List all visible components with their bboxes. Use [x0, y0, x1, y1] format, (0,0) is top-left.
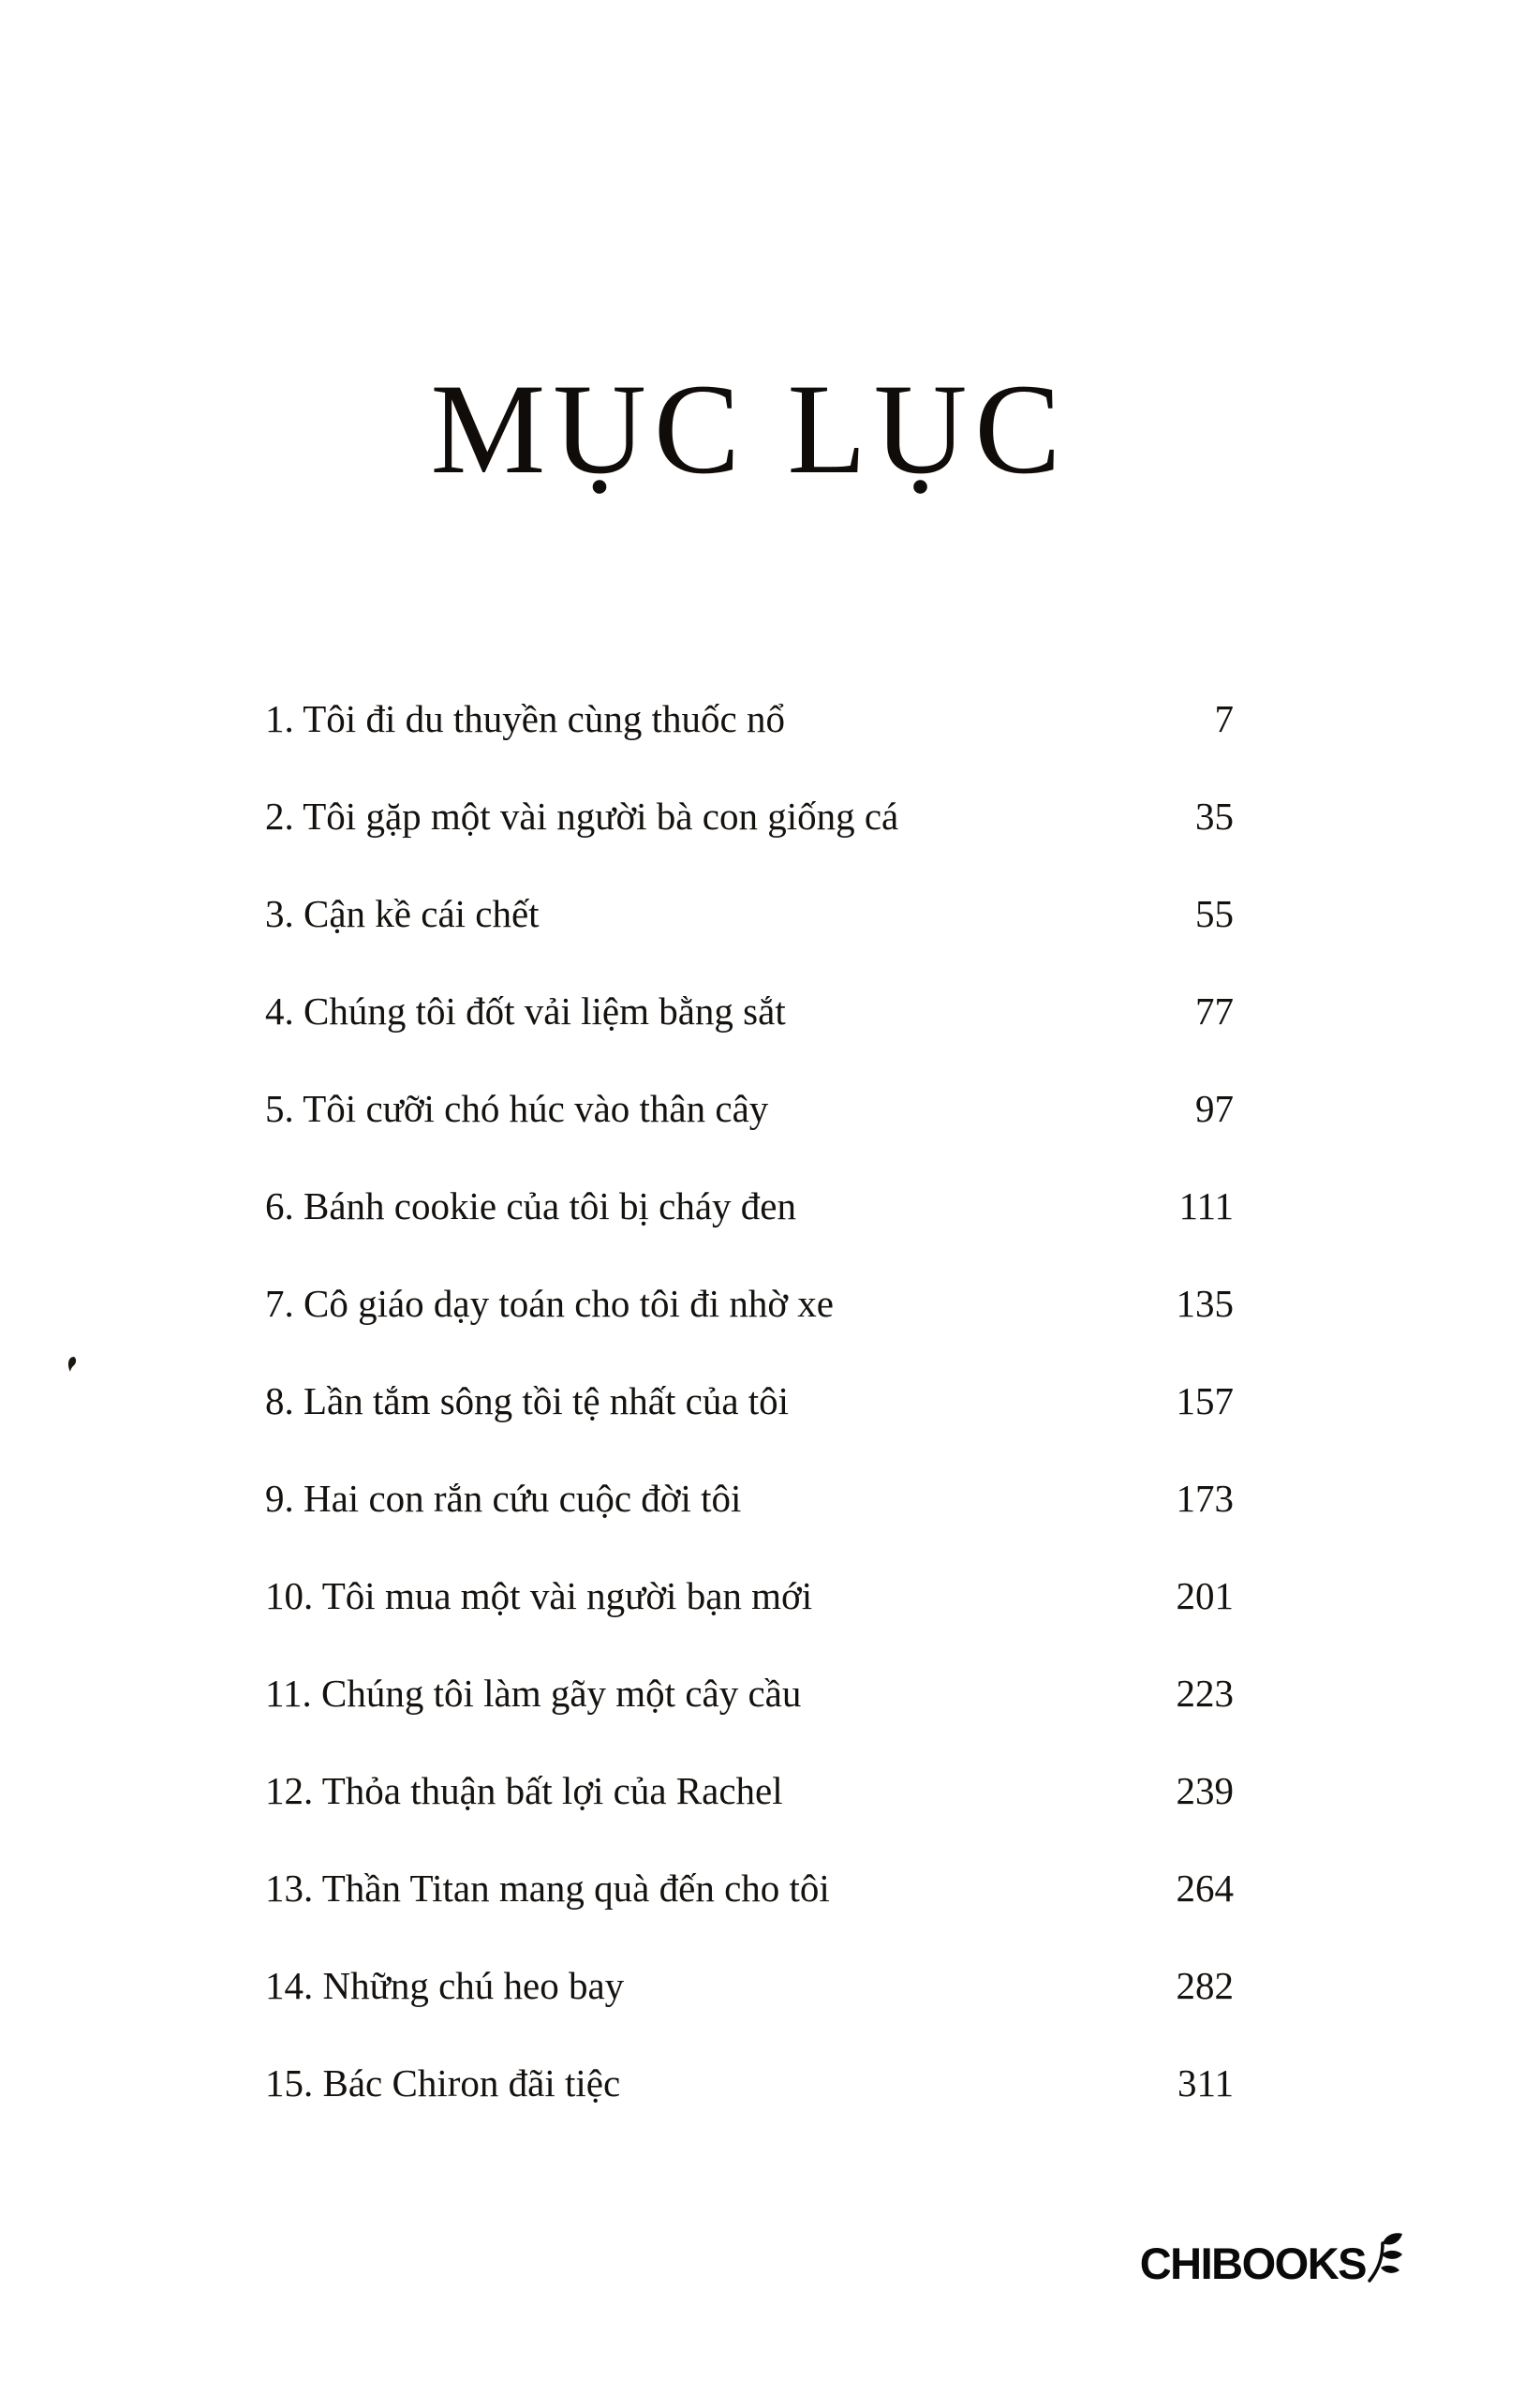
toc-entry — [265, 1645, 1234, 1743]
toc-entry-label: 3. Cận kề cái chết — [265, 892, 540, 936]
print-artifact-mark — [66, 1355, 81, 1374]
toc-entry-label: 4. Chúng tôi đốt vải liệm bằng sắt — [265, 989, 786, 1034]
toc-entry-label: 12. Thỏa thuận bất lợi của Rachel — [265, 1769, 783, 1813]
toc-entry — [265, 866, 1234, 963]
toc-entry-page: 173 — [1176, 1477, 1234, 1521]
toc-entry-page: 282 — [1176, 1964, 1234, 2008]
toc-entry-page: 7 — [1214, 697, 1234, 741]
publisher-name: CHIBOOKS — [1139, 2239, 1366, 2288]
toc-entry — [265, 1548, 1234, 1645]
toc-entry — [265, 768, 1234, 866]
toc-entry-page: 311 — [1177, 2061, 1234, 2105]
toc-entry-label: 9. Hai con rắn cứu cuộc đời tôi — [265, 1477, 742, 1521]
toc-entry-label: 5. Tôi cưỡi chó húc vào thân cây — [265, 1087, 769, 1131]
toc-entry-page: 264 — [1176, 1867, 1234, 1911]
toc-list — [265, 671, 1234, 2133]
leaf-flourish-icon — [1362, 2230, 1403, 2284]
toc-entry-label: 14. Những chú heo bay — [265, 1964, 625, 2008]
toc-entry-page: 157 — [1176, 1379, 1234, 1423]
toc-entry-page: 239 — [1176, 1769, 1234, 1813]
toc-entry-page: 55 — [1195, 892, 1234, 936]
toc-entry-page: 77 — [1195, 989, 1234, 1034]
toc-entry — [265, 1158, 1234, 1256]
toc-entry-page: 135 — [1176, 1282, 1234, 1326]
publisher-logo — [1139, 2239, 1403, 2288]
toc-entry-label: 13. Thần Titan mang quà đến cho tôi — [265, 1867, 830, 1911]
toc-entry — [265, 1353, 1234, 1450]
toc-entry-label: 7. Cô giáo dạy toán cho tôi đi nhờ xe — [265, 1282, 834, 1326]
toc-entry-page: 97 — [1195, 1087, 1234, 1131]
page-title: MỤC LỤC — [430, 357, 1069, 500]
toc-entry — [265, 1840, 1234, 1938]
toc-entry-label: 11. Chúng tôi làm gãy một cây cầu — [265, 1672, 802, 1716]
toc-entry — [265, 1450, 1234, 1548]
toc-entry-page: 201 — [1176, 1574, 1234, 1618]
toc-entry-label: 8. Lần tắm sông tồi tệ nhất của tôi — [265, 1379, 790, 1423]
content-column — [265, 0, 1234, 2395]
toc-entry-page: 35 — [1195, 795, 1234, 839]
toc-entry — [265, 1743, 1234, 1840]
toc-entry-page: 223 — [1176, 1672, 1234, 1716]
toc-entry-label: 1. Tôi đi du thuyền cùng thuốc nổ — [265, 697, 785, 741]
toc-entry — [265, 2035, 1234, 2133]
toc-entry-label: 15. Bác Chiron đãi tiệc — [265, 2061, 621, 2105]
toc-entry — [265, 671, 1234, 768]
toc-entry-label: 2. Tôi gặp một vài người bà con giống cá — [265, 795, 899, 839]
toc-entry-label: 10. Tôi mua một vài người bạn mới — [265, 1574, 813, 1618]
toc-entry — [265, 1256, 1234, 1353]
toc-entry — [265, 1938, 1234, 2035]
toc-entry-page: 111 — [1178, 1184, 1234, 1228]
toc-entry-label: 6. Bánh cookie của tôi bị cháy đen — [265, 1184, 796, 1228]
toc-entry — [265, 963, 1234, 1061]
toc-entry — [265, 1061, 1234, 1158]
